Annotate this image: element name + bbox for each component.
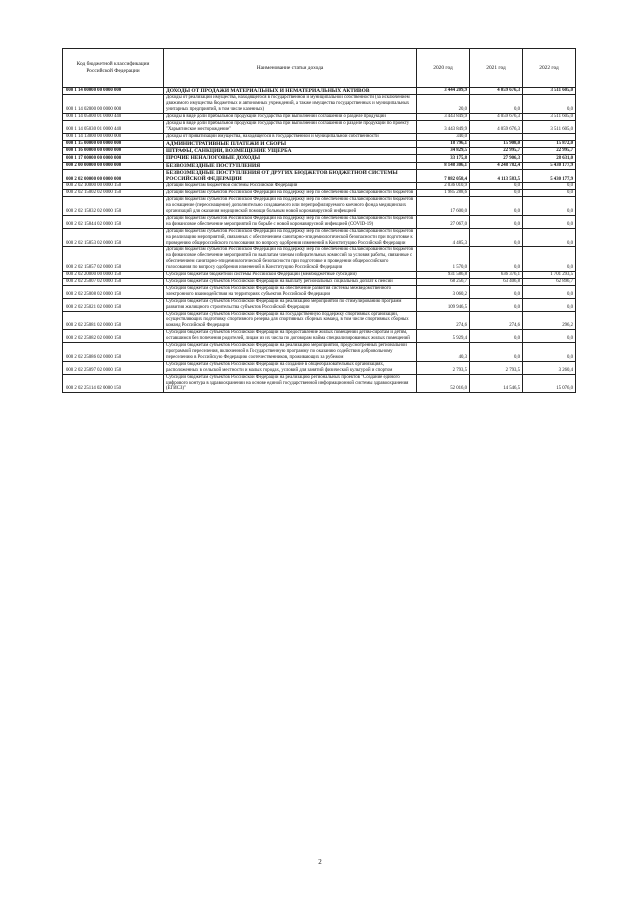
row-value-2021: 0,0 [470,343,523,362]
row-value-2021: 4 113 583,5 [470,169,523,183]
row-value-2021: 4 059 676,3 [470,88,523,95]
table-row [63,247,576,272]
row-value-2020: 20,0 [417,95,470,114]
row-name-cell: Доходы от реализации имущества, находящегося в государственной и муниципальной собственности (за исключением движимого имущества бюджетных и автономных учреждений, а также имущества государственных и муниципальных унитарных предприятий, в том числе казенных) [164,95,417,114]
row-value-2020: 17 600,0 [417,197,470,216]
row-value-2020: 34 829,5 [417,147,470,154]
row-value-2021: 4 059 676,3 [470,114,523,121]
row-code-cell: 000 2 02 00000 00 0000 000 [63,169,164,183]
row-value-2022: 5 430 177,9 [523,169,576,183]
table-row [63,169,576,183]
row-value-2022: 22 995,7 [523,147,576,154]
row-value-2021: 4 059 676,3 [470,120,523,133]
row-name-cell: Субсидии бюджетам субъектов Российской Федерации на государственную поддержку спортивных организаций, осуществляющих подготовку спортивного резерва для спортивных сборных команд, в том числе спортивных сборных команд Российской Федерации [164,311,417,330]
budget-revenue-sheet [62,48,575,393]
row-code-cell: 000 2 02 15844 02 0000 150 [63,215,164,228]
row-code-cell: 000 2 02 15853 02 0000 150 [63,228,164,247]
row-value-2020: 3 443 849,9 [417,120,470,133]
table-row [63,88,576,95]
table-row [63,197,576,216]
row-value-2020: 18 796,1 [417,140,470,147]
row-value-2021: 0,0 [470,215,523,228]
table-row [63,285,576,298]
table-row [63,162,576,169]
table-row [63,311,576,330]
row-name-cell: Субсидии бюджетам субъектов Российской Федерации на реализацию мероприятий по стимулированию программ развития жилищного строительства субъектов Российской Федерации [164,298,417,311]
row-code-cell: 000 2 02 25114 02 0000 150 [63,374,164,393]
row-name-cell: Субсидии бюджетам субъектов Российской Федерации на реализацию мероприятий, предусмотренных региональной программой переселения, включенной в Государственную программу по оказанию содействия добровольному переселению в Российскую Федерацию соотечественников, проживающих за рубежом [164,343,417,362]
header-code: Код бюджетной классификации Российской Федерации [63,49,164,88]
row-code-cell: 000 1 14 05000 01 0000 440 [63,114,164,121]
table-row [63,190,576,197]
row-value-2020: 1 570,0 [417,247,470,272]
row-value-2021: 0,0 [470,247,523,272]
row-name-cell: Доходы в виде доли прибыльной продукции государства при выполнении соглашений о разделе продукции [164,114,417,121]
row-code-cell: 000 1 15 00000 00 0000 000 [63,140,164,147]
row-name-cell: Субсидии бюджетам субъектов Российской Федерации на реализацию региональных проектов "Создание единого цифрового контура в здравоохранении на основе единой государственной информационной системы здравоохранения (ЕГИСЗ)" [164,374,417,393]
row-code-cell: 000 2 02 15002 02 0000 150 [63,190,164,197]
row-value-2021: 0,0 [470,330,523,343]
row-name-cell: Доходы в виде доли прибыльной продукции государства при выполнении соглашения о разделе продукции по проекту "Харьягинское месторождение" [164,120,417,133]
row-value-2020: 931 586,8 [417,272,470,279]
table-row [63,343,576,362]
table-body [63,88,576,393]
row-name-cell: Дотации бюджетам бюджетной системы Российской Федерации [164,183,417,190]
table-row [63,272,576,279]
table-row [63,133,576,140]
row-code-cell: 000 2 02 15832 02 0000 150 [63,197,164,216]
page-number: 2 [318,858,322,866]
row-value-2020: 7 882 058,4 [417,169,470,183]
row-value-2022: 28 631,0 [523,155,576,162]
row-name-cell: Субсидии бюджетам субъектов Российской Федерации на предоставление жилых помещений детям-сиротам и детям, оставшимся без попечения родителей, лицам из их числа по договорам найма специализированных жилых помещений [164,330,417,343]
row-value-2020: 3 443 849,9 [417,114,470,121]
row-value-2021: 0,0 [470,298,523,311]
row-value-2022: 3 511 605,0 [523,120,576,133]
row-code-cell: 000 2 02 25007 02 0000 150 [63,279,164,286]
row-value-2020: 68 256,7 [417,279,470,286]
row-value-2022: 3 260,4 [523,361,576,374]
header-2021: 2021 год [470,49,523,88]
row-value-2022: 3 511 605,0 [523,114,576,121]
row-name-cell: АДМИНИСТРАТИВНЫЕ ПЛАТЕЖИ И СБОРЫ [164,140,417,147]
row-code-cell: 000 2 02 25082 02 0000 150 [63,330,164,343]
row-code-cell: 000 2 02 25097 02 0000 150 [63,361,164,374]
row-value-2022: 15 076,0 [523,374,576,393]
row-name-cell: Доходы от приватизации имущества, находящегося в государственной и муниципальной собственности [164,133,417,140]
row-value-2022: 62 896,7 [523,279,576,286]
table-row [63,279,576,286]
table-row [63,298,576,311]
row-code-cell: 000 1 14 05030 01 0000 440 [63,120,164,133]
row-value-2022: 5 430 177,9 [523,162,576,169]
row-code-cell: 000 2 02 25008 02 0000 150 [63,285,164,298]
row-name-cell: Дотации бюджетам субъектов Российской Федерации на поддержку мер по обеспечению сбалансированности бюджетов на финансовое обеспечение мероприятий по борьбе с новой коронавирусной инфекцией (COVID-19) [164,215,417,228]
header-2020: 2020 год [417,49,470,88]
row-code-cell: 000 2 02 25021 02 0000 150 [63,298,164,311]
row-name-cell: ДОХОДЫ ОТ ПРОДАЖИ МАТЕРИАЛЬНЫХ И НЕМАТЕРИАЛЬНЫХ АКТИВОВ [164,88,417,95]
row-value-2022: 0,0 [523,95,576,114]
row-value-2021: 4 248 782,4 [470,162,523,169]
row-value-2021: 63 406,8 [470,279,523,286]
table-row [63,361,576,374]
row-name-cell: Дотации бюджетам субъектов Российской Федерации на поддержку мер по обеспечению сбалансированности бюджетов [164,190,417,197]
row-value-2022: 0,0 [523,343,576,362]
row-value-2021: 0,0 [470,95,523,114]
table-row [63,374,576,393]
row-code-cell: 000 2 02 20000 00 0000 150 [63,272,164,279]
row-value-2020: 2 036 010,9 [417,183,470,190]
row-value-2020: 274,6 [417,311,470,330]
row-value-2020: 52 016,0 [417,374,470,393]
table-row [63,183,576,190]
row-value-2021: 2 793,5 [470,361,523,374]
row-value-2022: 0,0 [523,215,576,228]
row-name-cell: Субсидии бюджетам бюджетной системы Российской Федерации (межбюджетные субсидии) [164,272,417,279]
row-value-2020: 33 175,8 [417,155,470,162]
row-value-2020: 8 148 306,1 [417,162,470,169]
row-name-cell: Субсидии бюджетам субъектов Российской Федерации на выплату региональных социальных доплат к пенсии [164,279,417,286]
row-value-2021: 27 906,3 [470,155,523,162]
table-row [63,114,576,121]
row-value-2022: 0,0 [523,247,576,272]
row-value-2021: 274,6 [470,311,523,330]
row-value-2020: 27 067,0 [417,215,470,228]
header-name: Наименование статьи дохода [164,49,417,88]
row-value-2021: 0,0 [470,228,523,247]
table-row [63,95,576,114]
row-name-cell: Дотации бюджетам субъектов Российской Федерации на поддержку мер по обеспечению сбалансированности бюджетов на реализацию мероприятий, связанных с обеспечением санитарно-эпидемиологической безопасности при подготовке к проведению общероссийского голосования по вопросу одобрения изменений в Конституцию Российской Федерации [164,228,417,247]
row-value-2021: 0,0 [470,183,523,190]
table-row [63,155,576,162]
row-code-cell: 000 2 02 10000 00 0000 150 [63,183,164,190]
row-code-cell: 000 2 02 15857 02 0000 150 [63,247,164,272]
row-code-cell: 000 2 02 25081 02 0000 150 [63,311,164,330]
table-row [63,120,576,133]
row-value-2021: 0,0 [470,190,523,197]
row-value-2020: 1 985 288,6 [417,190,470,197]
row-value-2022: 0,0 [523,197,576,216]
row-value-2022: 0,0 [523,285,576,298]
row-code-cell: 000 1 14 13000 00 0000 000 [63,133,164,140]
row-name-cell: Дотации бюджетам субъектов Российской Федерации на поддержку мер по обеспечению сбалансированности бюджетов на финансовое обеспечение мероприятий по выплатам членам избирательных комиссий за условия работы, связанные с обеспечением санитарно-эпидемиологической безопасности при подготовке и проведении общероссийского голосования по вопросу одобрения изменений в Конституцию Российской Федерации [164,247,417,272]
row-code-cell: 000 2 02 25086 02 0000 150 [63,343,164,362]
table-row [63,140,576,147]
row-name-cell: ШТРАФЫ, САНКЦИИ, ВОЗМЕЩЕНИЕ УЩЕРБА [164,147,417,154]
row-value-2022 [523,133,576,140]
revenue-table [62,48,576,393]
row-value-2020: 340,0 [417,133,470,140]
row-value-2022: 0,0 [523,190,576,197]
table-header-row [63,49,576,88]
row-value-2022: 0,0 [523,183,576,190]
row-value-2020: 4 485,3 [417,228,470,247]
row-value-2020: 5 929,4 [417,330,470,343]
row-value-2022: 15 872,0 [523,140,576,147]
table-row [63,330,576,343]
table-row [63,147,576,154]
row-name-cell: БЕЗВОЗМЕЗДНЫЕ ПОСТУПЛЕНИЯ ОТ ДРУГИХ БЮДЖЕТОВ БЮДЖЕТНОЙ СИСТЕМЫ РОССИЙСКОЙ ФЕДЕРАЦИИ [164,169,417,183]
row-value-2021: 0,0 [470,285,523,298]
table-row [63,228,576,247]
table-row [63,215,576,228]
row-value-2021 [470,133,523,140]
row-value-2020: 109 946,5 [417,298,470,311]
row-value-2022: 0,0 [523,330,576,343]
row-value-2020: 3 444 209,9 [417,88,470,95]
row-value-2020: 40,3 [417,343,470,362]
row-value-2021: 22 995,7 [470,147,523,154]
row-value-2021: 636 376,1 [470,272,523,279]
row-value-2021: 15 908,0 [470,140,523,147]
row-value-2020: 3 060,2 [417,285,470,298]
row-name-cell: Субсидии бюджетам субъектов Российской Федерации на обеспечение развития системы межведомственного электронного взаимодействия на территориях субъектов Российской Федерации [164,285,417,298]
row-code-cell: 000 1 14 02000 00 0000 000 [63,95,164,114]
row-value-2022: 3 511 605,0 [523,88,576,95]
row-value-2022: 1 701 293,5 [523,272,576,279]
row-name-cell: БЕЗВОЗМЕЗДНЫЕ ПОСТУПЛЕНИЯ [164,162,417,169]
row-value-2022: 0,0 [523,228,576,247]
row-code-cell: 000 1 17 00000 00 0000 000 [63,155,164,162]
row-name-cell: Субсидии бюджетам субъектов Российской Федерации на создание в общеобразовательных организациях, расположенных в сельской местности и малых городах, условий для занятий физической культурой и спортом [164,361,417,374]
row-value-2020: 2 793,5 [417,361,470,374]
row-value-2022: 0,0 [523,298,576,311]
row-code-cell: 000 2 00 00000 00 0000 000 [63,162,164,169]
row-value-2021: 14 546,5 [470,374,523,393]
row-value-2021: 0,0 [470,197,523,216]
row-name-cell: Дотации бюджетам субъектов Российской Федерации на поддержку мер по обеспечению сбалансированности бюджетов на оснащение (переоснащение) дополнительно создаваемого или перепрофилируемого коечного фонда медицинских организаций для оказания медицинской помощи больным новой коронавирусной инфекцией [164,197,417,216]
row-name-cell: ПРОЧИЕ НЕНАЛОГОВЫЕ ДОХОДЫ [164,155,417,162]
row-value-2022: 296,2 [523,311,576,330]
row-code-cell: 000 1 14 00000 00 0000 000 [63,88,164,95]
row-code-cell: 000 1 16 00000 00 0000 000 [63,147,164,154]
header-2022: 2022 год [523,49,576,88]
